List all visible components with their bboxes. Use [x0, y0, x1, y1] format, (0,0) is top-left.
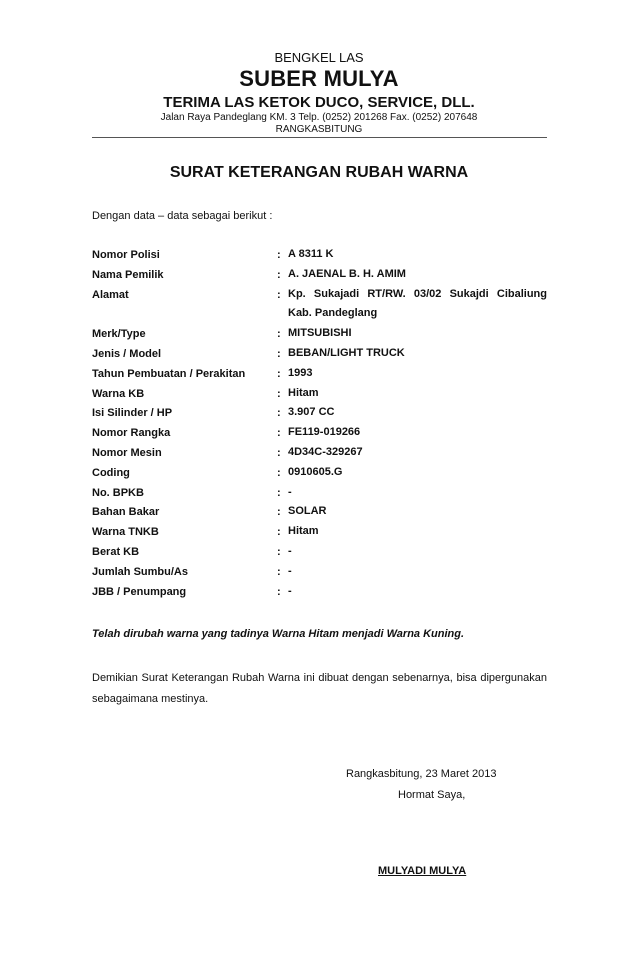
field-colon: : — [277, 268, 281, 281]
document-title: SURAT KETERANGAN RUBAH WARNA — [169, 164, 469, 181]
letterhead-divider — [92, 137, 547, 138]
field-row — [92, 344, 547, 364]
field-row — [92, 522, 547, 542]
field-label: JBB / Penumpang — [92, 585, 187, 598]
signature-place-date: Rangkasbitung, 23 Maret 2013 — [346, 768, 497, 780]
field-label: Nomor Mesin — [92, 446, 162, 459]
company-city: RANGKASBITUNG — [275, 124, 363, 135]
field-row — [92, 502, 547, 522]
field-row — [92, 324, 547, 344]
field-value: 1993 — [288, 366, 313, 379]
field-value: 3.907 CC — [288, 406, 335, 419]
field-value: - — [288, 584, 292, 597]
field-value: - — [288, 485, 292, 498]
field-row — [92, 582, 547, 602]
field-row — [92, 443, 547, 463]
field-label: Alamat — [92, 288, 129, 301]
field-value: MITSUBISHI — [288, 327, 352, 340]
field-value: BEBAN/LIGHT TRUCK — [288, 346, 405, 359]
signatory-name: MULYADI MULYA — [378, 865, 467, 877]
field-label: Coding — [92, 466, 130, 479]
color-change-note: Telah dirubah warna yang tadinya Warna Hitam menjadi Warna Kuning. — [92, 628, 465, 640]
signature-greeting: Hormat Saya, — [398, 789, 466, 801]
field-value: - — [288, 564, 292, 577]
field-value: A 8311 K — [288, 248, 334, 260]
field-value: SOLAR — [288, 505, 327, 518]
field-row — [92, 483, 547, 503]
field-label: Isi Silinder / HP — [92, 407, 173, 420]
closing-paragraph: Demikian Surat Keterangan Rubah Warna ini dibuat dengan sebenarnya, bisa dipergunakan sebagaimana mestinya. — [92, 672, 547, 705]
field-row — [92, 285, 547, 325]
field-label: Warna KB — [92, 387, 145, 400]
field-label: Bahan Bakar — [92, 506, 160, 519]
field-label: Nama Pemilik — [92, 268, 164, 281]
field-row — [92, 423, 547, 443]
field-colon: : — [277, 486, 281, 499]
field-label: Nomor Polisi — [92, 249, 160, 261]
field-colon: : — [277, 288, 281, 301]
field-colon: : — [277, 387, 281, 400]
field-row — [92, 384, 547, 404]
field-value: - — [288, 544, 292, 557]
field-label: Berat KB — [92, 545, 140, 558]
company-services: TERIMA LAS KETOK DUCO, SERVICE, DLL. — [163, 94, 475, 111]
field-value: A. JAENAL B. H. AMIM — [288, 267, 406, 280]
field-label: Tahun Pembuatan / Perakitan — [92, 367, 246, 380]
field-colon: : — [277, 446, 281, 459]
field-row — [92, 364, 547, 384]
field-label: No. BPKB — [92, 486, 144, 499]
field-row — [92, 463, 547, 483]
field-colon: : — [277, 526, 281, 539]
field-value: 4D34C-329267 — [288, 445, 363, 458]
vehicle-data-table — [92, 245, 547, 601]
field-row — [92, 562, 547, 582]
field-colon: : — [277, 367, 281, 380]
field-colon: : — [277, 585, 281, 598]
field-colon: : — [277, 466, 281, 479]
field-label: Warna TNKB — [92, 526, 159, 539]
letterhead-line1: BENGKEL LAS — [274, 50, 364, 65]
field-colon: : — [277, 407, 281, 420]
company-address: Jalan Raya Pandeglang KM. 3 Telp. (0252) 201268 Fax. (0252) 207648 — [160, 112, 478, 123]
field-value: Hitam — [288, 386, 319, 399]
field-value: Hitam — [288, 525, 319, 538]
field-row — [92, 403, 547, 423]
field-colon: : — [277, 427, 281, 440]
field-colon: : — [277, 545, 281, 558]
intro-text: Dengan data – data sebagai berikut : — [92, 210, 273, 222]
company-name: SUBER MULYA — [239, 66, 399, 91]
field-row — [92, 265, 547, 285]
field-label: Jumlah Sumbu/As — [92, 565, 188, 578]
field-label: Nomor Rangka — [92, 427, 171, 440]
field-colon: : — [277, 249, 281, 261]
field-label: Merk/Type — [92, 328, 146, 341]
field-value: 0910605.G — [288, 465, 343, 478]
field-colon: : — [277, 328, 281, 341]
field-colon: : — [277, 565, 281, 578]
field-colon: : — [277, 506, 281, 519]
field-value: FE119-019266 — [288, 426, 361, 439]
field-value: Kp. Sukajadi RT/RW. 03/02 Sukajdi Cibaliung Kab. Pandeglang — [288, 287, 547, 320]
field-colon: : — [277, 347, 281, 360]
field-label: Jenis / Model — [92, 347, 162, 360]
field-row — [92, 245, 547, 265]
field-row — [92, 542, 547, 562]
